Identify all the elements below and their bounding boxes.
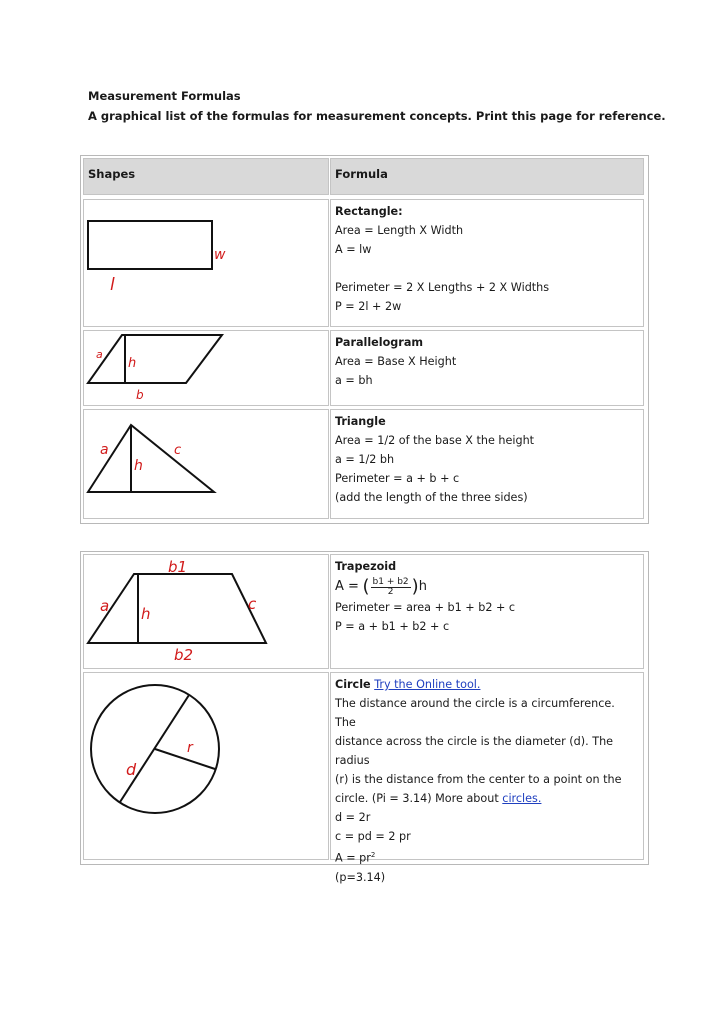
trapezoid-shape <box>88 574 266 643</box>
page-title: Measurement Formulas <box>88 89 241 103</box>
trapezoid-formula-cell <box>330 554 644 669</box>
circle-diameter-formula: d = 2r <box>335 811 371 824</box>
trapezoid-perimeter-short: P = a + b1 + b2 + c <box>335 620 450 633</box>
rectangle-formula-cell <box>330 199 644 327</box>
trapezoid-title: Trapezoid <box>335 560 397 573</box>
parallelogram-shape <box>88 335 222 383</box>
trapezoid-fraction-numerator: b1 + b2 <box>372 576 409 587</box>
circle-title: Circle <box>335 678 371 691</box>
trapezoid-area-formula: A = ( $\frac{b1 + b2}{2}$ )h <box>335 576 427 597</box>
trapezoid-side-c-label: c <box>248 595 257 613</box>
triangle-perimeter: Perimeter = a + b + c <box>335 472 460 485</box>
rectangle-diagram <box>84 200 328 326</box>
triangle-note: (add the length of the three sides) <box>335 491 528 504</box>
circle-desc-line-2: distance across the circle is the diameter (d). The radius <box>335 735 614 767</box>
circle-shape-cell <box>83 672 329 860</box>
rectangle-width-label: w <box>214 247 226 263</box>
circle-formula-cell <box>330 672 644 884</box>
shapes-header-label: Shapes <box>88 167 136 181</box>
parallelogram-formula-cell <box>330 330 644 406</box>
formula-header <box>330 158 644 195</box>
trapezoid-diagram <box>84 555 328 668</box>
triangle-shape <box>88 425 214 492</box>
trapezoid-formula-prefix: A = <box>335 579 359 594</box>
page-subtitle: A graphical list of the formulas for measurement concepts. Print this page for reference. <box>88 109 666 123</box>
triangle-side-c-label: c <box>174 443 182 458</box>
rectangle-area-short: A = lw <box>335 243 372 256</box>
trapezoid-bottom-base-label: b2 <box>174 646 194 664</box>
triangle-area: Area = 1/2 of the base X the height <box>335 434 535 447</box>
circle-desc-line-1: The distance around the circle is a circumference. The <box>335 697 615 729</box>
circle-diagram <box>84 673 328 859</box>
parallelogram-shape-cell <box>83 330 329 406</box>
parallelogram-area: Area = Base X Height <box>335 355 457 368</box>
trapezoid-shape-cell <box>83 554 329 669</box>
rectangle-perimeter: Perimeter = 2 X Lengths + 2 X Widths <box>335 281 550 294</box>
triangle-formula-cell <box>330 409 644 519</box>
circle-radius-label: r <box>187 740 193 756</box>
rectangle-area: Area = Length X Width <box>335 224 464 237</box>
trapezoid-fraction-denominator: 2 <box>387 586 394 597</box>
circle-area-exponent: 2 <box>370 851 376 859</box>
parallelogram-side-label: a <box>96 348 103 361</box>
circle-diameter <box>120 695 189 802</box>
shapes-header <box>83 158 329 195</box>
triangle-title: Triangle <box>335 415 386 428</box>
formula-table-1 <box>80 155 649 524</box>
trapezoid-top-base-label: b1 <box>168 558 188 576</box>
parallelogram-height-label: h <box>128 356 137 371</box>
circles-link[interactable]: circles. <box>502 792 542 805</box>
parallelogram-area-short: a = bh <box>335 374 373 387</box>
formula-header-label: Formula <box>335 167 388 181</box>
circle-diameter-label: d <box>126 760 137 779</box>
trapezoid-side-a-label: a <box>100 597 110 615</box>
circle-pi-value: (p=3.14) <box>335 870 386 884</box>
formula-table-2 <box>80 551 649 884</box>
trapezoid-height-label: h <box>141 605 151 623</box>
triangle-area-short: a = 1/2 bh <box>335 453 395 466</box>
parallelogram-base-label: b <box>136 388 144 402</box>
online-tool-link[interactable]: Try the Online tool. <box>374 678 481 691</box>
rectangle-perimeter-short: P = 2l + 2w <box>335 300 402 313</box>
triangle-height-label: h <box>134 458 143 474</box>
circle-area-formula: A = pr <box>335 851 371 865</box>
triangle-shape-cell <box>83 409 329 519</box>
trapezoid-fraction <box>371 578 411 597</box>
rectangle-length-label: l <box>110 275 115 295</box>
rectangle-shape <box>88 221 212 269</box>
parallelogram-title: Parallelogram <box>335 336 424 349</box>
rectangle-shape-cell <box>83 199 329 327</box>
trapezoid-perimeter: Perimeter = area + b1 + b2 + c <box>335 601 516 614</box>
rectangle-title: Rectangle: <box>335 205 403 218</box>
triangle-diagram <box>84 410 328 518</box>
parallelogram-diagram <box>84 331 328 405</box>
triangle-side-a-label: a <box>100 442 109 458</box>
circle-radius <box>155 749 215 769</box>
trapezoid-formula-suffix: h <box>418 579 427 594</box>
circle-circumference-formula: c = pd = 2 pr <box>335 830 411 843</box>
circle-desc-line-3: (r) is the distance from the center to a point on the <box>335 773 622 786</box>
circle-desc-line-4: circle. (Pi = 3.14) More about <box>335 792 499 805</box>
